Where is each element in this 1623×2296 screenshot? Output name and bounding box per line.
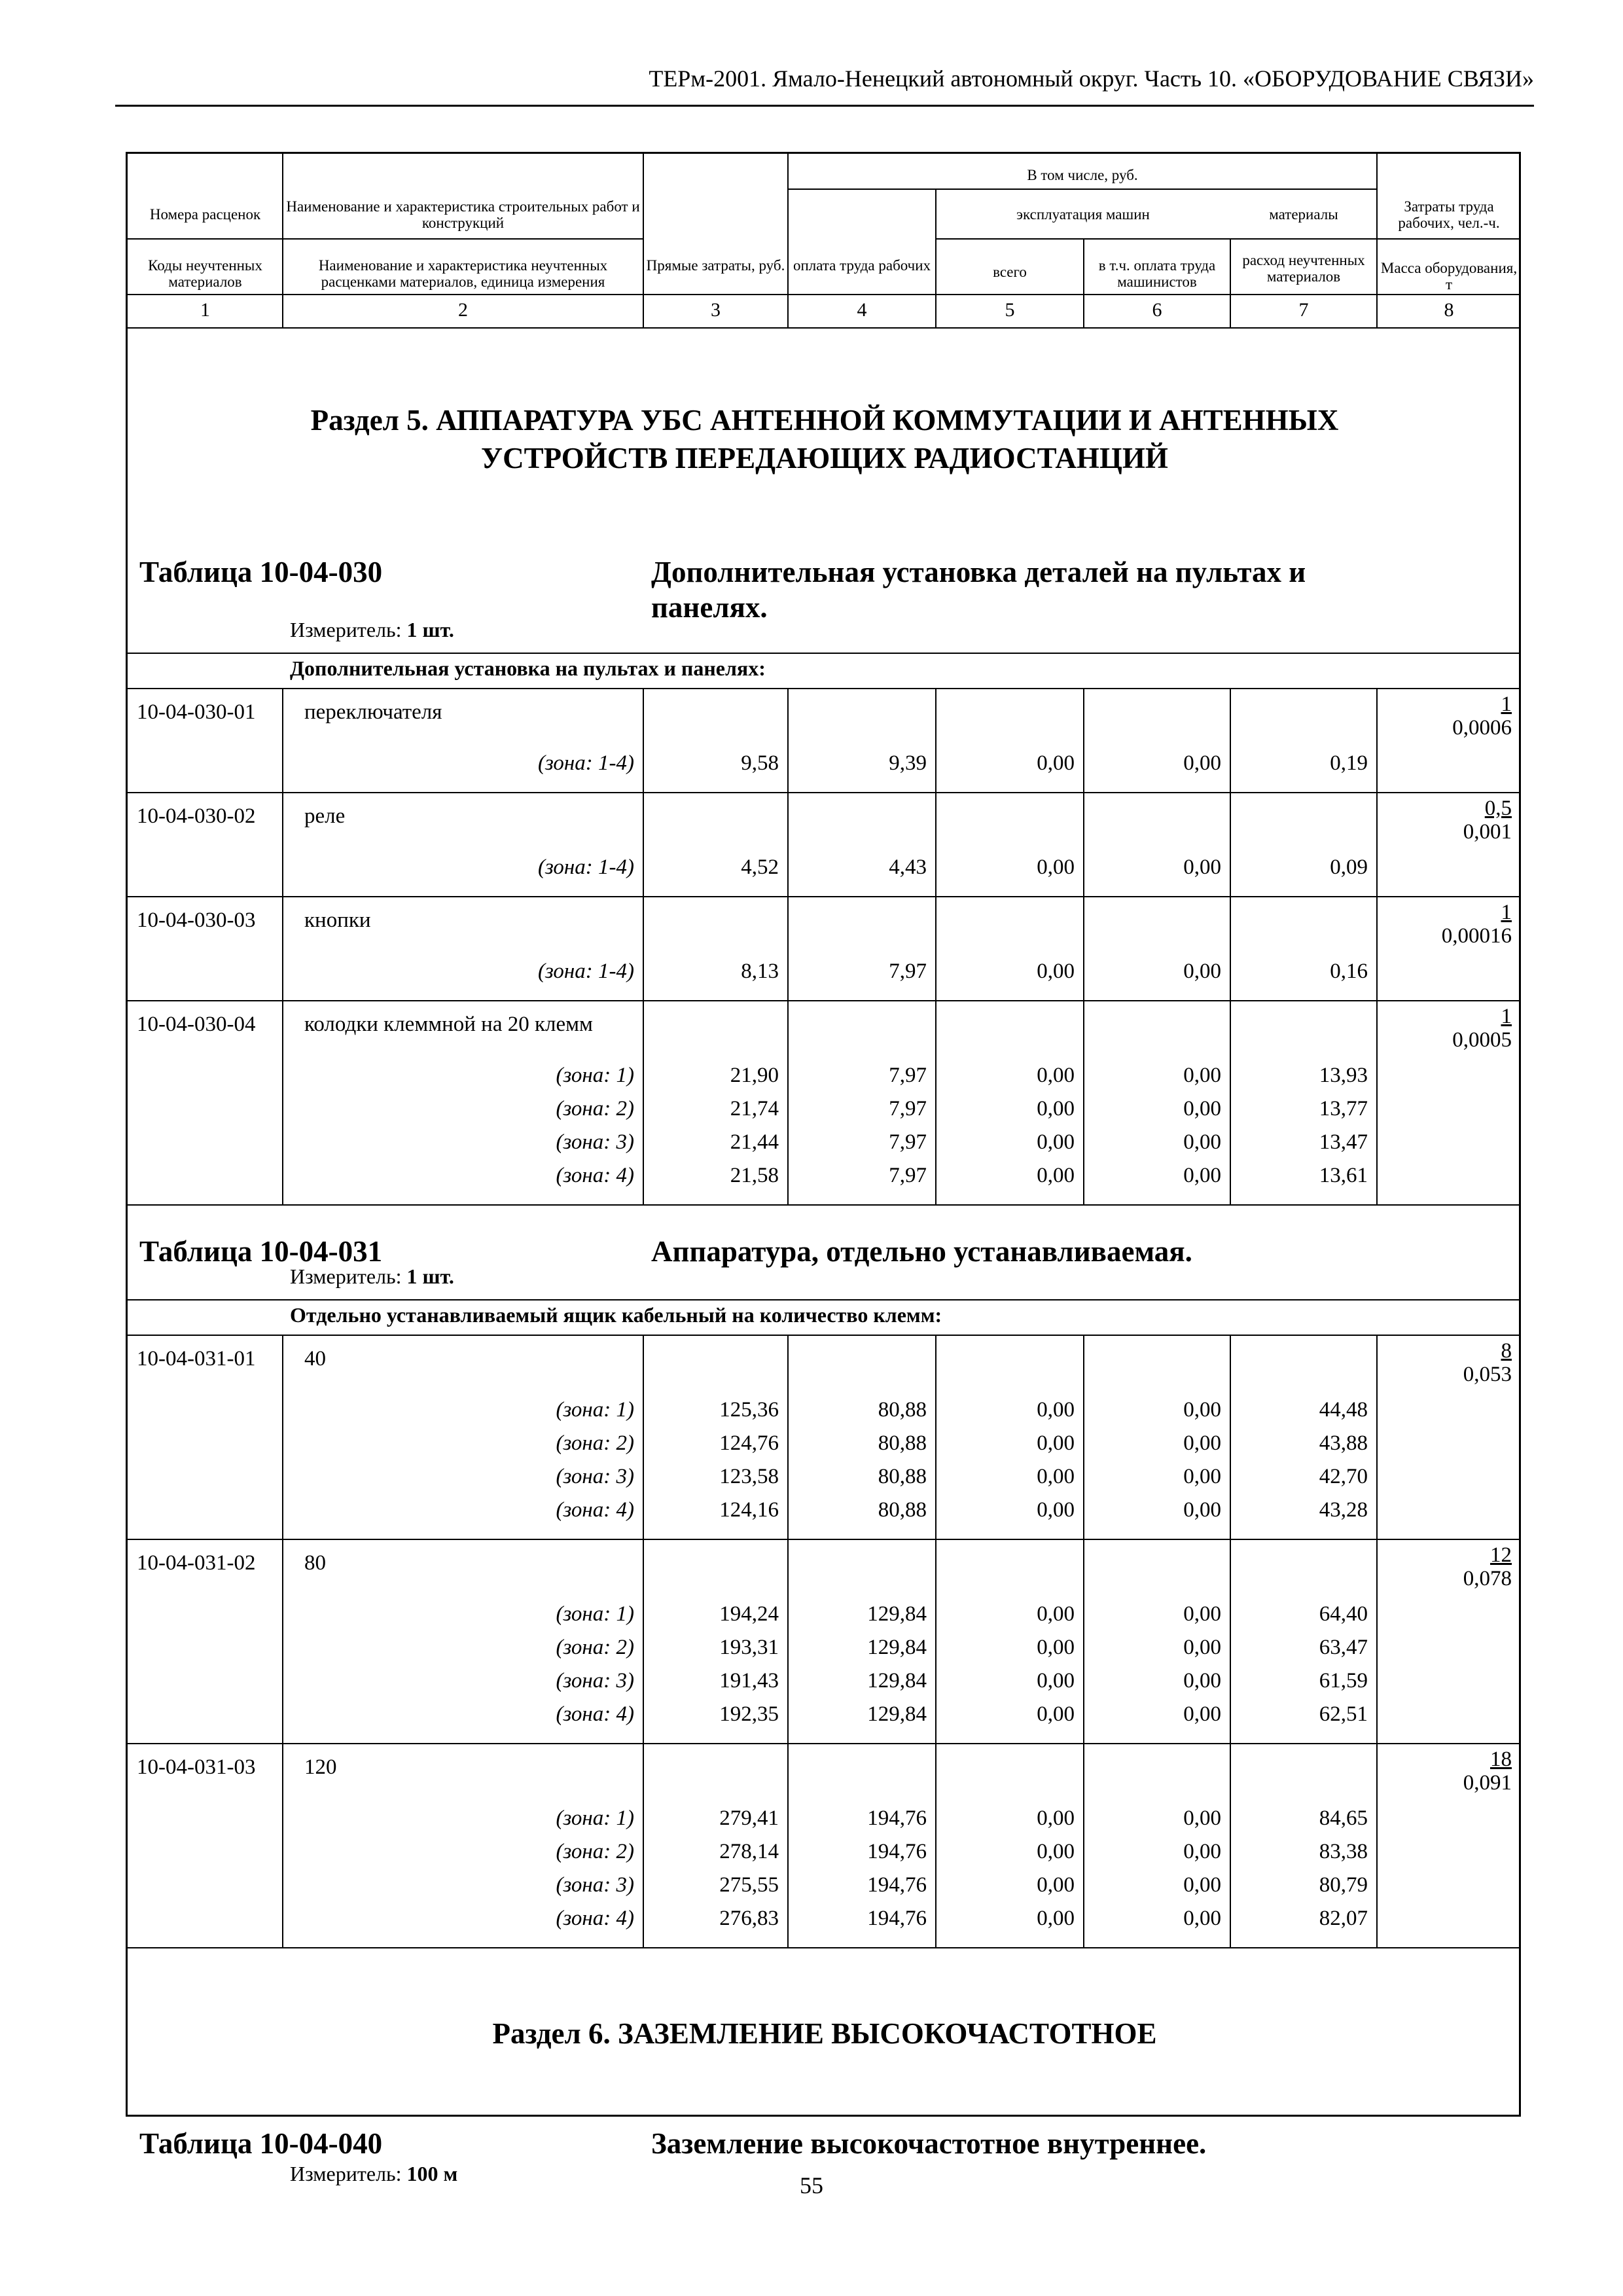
zone-label: (зона: 1-4) [537,855,634,879]
header-col8-bottom: Масса оборудования, т [1380,260,1518,293]
rate-code: 10-04-031-01 [137,1347,256,1371]
machine-operators-wage: 0,00 [1183,1669,1221,1693]
labor-hours: 1 [1501,692,1512,716]
machines-total: 0,00 [1037,1398,1075,1422]
materials-cost: 0,19 [1330,751,1368,775]
zone-label: (зона: 3) [556,1130,634,1154]
labor-wage: 7,97 [889,1097,927,1121]
header-col-number: 8 [1444,299,1454,321]
section-title: Раздел 5. АППАРАТУРА УБС АНТЕННОЙ КОММУТАЦИИ И АНТЕННЫХ УСТРОЙСТВ ПЕРЕДАЮЩИХ РАДИОСТАНЦИЙ [310,404,1339,475]
direct-cost: 275,55 [719,1873,779,1897]
labor-wage: 129,84 [867,1669,927,1693]
header-incl: В том числе, руб. [1027,167,1138,183]
direct-cost: 279,41 [719,1806,779,1830]
table-description: Аппаратура, отдельно устанавливаемая. [651,1235,1192,1268]
direct-cost: 193,31 [719,1636,779,1659]
machines-total: 0,00 [1037,1602,1075,1626]
materials-cost: 0,16 [1330,960,1368,983]
machine-operators-wage: 0,00 [1183,855,1221,879]
machine-operators-wage: 0,00 [1183,1465,1221,1488]
header-col5: всего [993,264,1027,280]
zone-label: (зона: 1-4) [537,960,634,983]
labor-wage: 80,88 [878,1465,927,1488]
header-col-number: 5 [1005,299,1015,321]
header-col-number: 2 [458,299,468,321]
materials-cost: 42,70 [1319,1465,1368,1488]
machines-total: 0,00 [1037,1097,1075,1121]
header-machines: эксплуатация машин [1016,206,1150,223]
header-col-number: 1 [200,299,210,321]
zone-label: (зона: 2) [556,1431,634,1455]
labor-wage: 80,88 [878,1398,927,1422]
direct-cost: 125,36 [719,1398,779,1422]
measure-label: Измеритель: [290,1265,407,1288]
machine-operators-wage: 0,00 [1183,1498,1221,1522]
labor-wage: 129,84 [867,1602,927,1626]
machines-total: 0,00 [1037,1806,1075,1830]
table-measure [290,619,454,641]
machine-operators-wage: 0,00 [1183,1806,1221,1830]
direct-cost: 9,58 [741,751,779,775]
header-col3: Прямые затраты, руб. [646,257,785,274]
equipment-mass: 0,078 [1463,1567,1512,1591]
labor-hours: 12 [1490,1543,1512,1567]
equipment-mass: 0,001 [1463,820,1512,844]
labor-wage: 194,76 [867,1806,927,1830]
header-col8-top: Затраты труда рабочих, чел.-ч. [1398,198,1500,232]
materials-cost: 83,38 [1319,1840,1368,1863]
labor-wage: 80,88 [878,1498,927,1522]
machines-total: 0,00 [1037,1431,1075,1455]
materials-cost: 63,47 [1319,1636,1368,1659]
rate-code: 10-04-031-03 [137,1755,256,1779]
measure-label: Измеритель: [290,2162,407,2185]
machines-total: 0,00 [1037,1636,1075,1659]
materials-cost: 80,79 [1319,1873,1368,1897]
header-col-number: 3 [711,299,721,321]
zone-label: (зона: 1) [556,1806,634,1830]
direct-cost: 4,52 [741,855,779,879]
labor-wage: 9,39 [889,751,927,775]
machines-total: 0,00 [1037,1907,1075,1930]
materials-cost: 61,59 [1319,1669,1368,1693]
equipment-mass: 0,091 [1463,1771,1512,1795]
rate-code: 10-04-030-04 [137,1013,256,1036]
direct-cost: 21,90 [730,1064,779,1087]
machines-total: 0,00 [1037,1873,1075,1897]
header-col-number: 6 [1152,299,1162,321]
direct-cost: 194,24 [719,1602,779,1626]
labor-hours: 8 [1501,1339,1512,1363]
machine-operators-wage: 0,00 [1183,1431,1221,1455]
work-name: колодки клеммной на 20 клемм [304,1013,593,1036]
materials-cost: 0,09 [1330,855,1368,879]
header-col1-top: Номера расценок [149,206,261,223]
direct-cost: 191,43 [719,1669,779,1693]
direct-cost: 124,76 [719,1431,779,1455]
machine-operators-wage: 0,00 [1183,960,1221,983]
measure-value: 1 шт. [406,1265,454,1288]
labor-wage: 7,97 [889,960,927,983]
price-table [126,152,1521,2185]
labor-hours: 18 [1490,1748,1512,1771]
direct-cost: 124,16 [719,1498,779,1522]
materials-cost: 43,28 [1319,1498,1368,1522]
direct-cost: 21,74 [730,1097,779,1121]
running-head: ТЕРм-2001. Ямало-Ненецкий автономный округ. Часть 10. «ОБОРУДОВАНИЕ СВЯЗИ» [649,65,1534,92]
group-heading: Дополнительная установка на пультах и панелях: [290,656,766,680]
equipment-mass: 0,00016 [1441,924,1512,948]
header-col4: оплата труда рабочих [793,257,931,274]
machines-total: 0,00 [1037,1164,1075,1187]
rate-code: 10-04-030-02 [137,804,256,828]
table-description: Заземление высокочастотное внутреннее. [651,2127,1207,2160]
machine-operators-wage: 0,00 [1183,1907,1221,1930]
work-name: кнопки [304,908,371,932]
machines-total: 0,00 [1037,1669,1075,1693]
machine-operators-wage: 0,00 [1183,1602,1221,1626]
materials-cost: 82,07 [1319,1907,1368,1930]
machine-operators-wage: 0,00 [1183,1064,1221,1087]
header-col-number: 4 [857,299,867,321]
header-col-number: 7 [1298,299,1309,321]
direct-cost: 21,44 [730,1130,779,1154]
table-measure [290,1265,454,1288]
labor-mass [1380,1339,1512,1387]
zone-label: (зона: 4) [556,1164,634,1187]
work-name: переключателя [304,700,442,724]
labor-mass [1380,692,1512,740]
zone-label: (зона: 1-4) [537,751,634,775]
labor-wage: 194,76 [867,1840,927,1863]
labor-wage: 7,97 [889,1164,927,1187]
machines-total: 0,00 [1037,1130,1075,1154]
rate-code: 10-04-031-02 [137,1551,256,1575]
zone-label: (зона: 4) [556,1702,634,1726]
measure-value: 1 шт. [406,618,454,641]
table-title: Таблица 10-04-030 [139,556,383,588]
labor-wage: 194,76 [867,1907,927,1930]
zone-label: (зона: 2) [556,1840,634,1863]
table-description: Дополнительная установка деталей на пультах и панелях. [651,556,1306,624]
work-name: 40 [304,1347,326,1371]
work-name: реле [304,804,346,828]
materials-cost: 43,88 [1319,1431,1368,1455]
labor-wage: 194,76 [867,1873,927,1897]
table-title: Таблица 10-04-031 [139,1235,383,1268]
labor-mass [1380,797,1512,844]
labor-wage: 4,43 [889,855,927,879]
page-number: 55 [800,2172,823,2198]
materials-cost: 13,61 [1319,1164,1368,1187]
zone-label: (зона: 2) [556,1097,634,1121]
header-col7: расход неучтенных материалов [1242,252,1365,285]
zone-label: (зона: 3) [556,1465,634,1488]
machines-total: 0,00 [1037,1064,1075,1087]
group-heading: Отдельно устанавливаемый ящик кабельный на количество клемм: [290,1303,942,1327]
zone-label: (зона: 1) [556,1064,634,1087]
direct-cost: 8,13 [741,960,779,983]
labor-mass [1380,1748,1512,1795]
materials-cost: 44,48 [1319,1398,1368,1422]
labor-wage: 129,84 [867,1702,927,1726]
machines-total: 0,00 [1037,751,1075,775]
direct-cost: 123,58 [719,1465,779,1488]
rate-code: 10-04-030-03 [137,908,256,932]
machine-operators-wage: 0,00 [1183,1398,1221,1422]
equipment-mass: 0,0006 [1452,716,1512,740]
rate-code: 10-04-030-01 [137,700,256,724]
machine-operators-wage: 0,00 [1183,1873,1221,1897]
labor-wage: 129,84 [867,1636,927,1659]
direct-cost: 21,58 [730,1164,779,1187]
equipment-mass: 0,053 [1463,1363,1512,1387]
materials-cost: 13,47 [1319,1130,1368,1154]
machine-operators-wage: 0,00 [1183,1164,1221,1187]
zone-label: (зона: 4) [556,1907,634,1930]
zone-label: (зона: 1) [556,1602,634,1626]
machine-operators-wage: 0,00 [1183,1702,1221,1726]
materials-cost: 13,77 [1319,1097,1368,1121]
zone-label: (зона: 3) [556,1873,634,1897]
direct-cost: 192,35 [719,1702,779,1726]
header-col6: в т.ч. оплата труда машинистов [1098,257,1216,291]
labor-wage: 7,97 [889,1064,927,1087]
measure-value: 100 м [406,2162,458,2185]
header-col1-bottom: Коды неучтенных материалов [148,257,262,291]
labor-hours: 1 [1501,1005,1512,1028]
machine-operators-wage: 0,00 [1183,1840,1221,1863]
labor-wage: 80,88 [878,1431,927,1455]
materials-cost: 62,51 [1319,1702,1368,1726]
header-col2-top: Наименование и характеристика строительных работ и конструкций [286,198,640,232]
machines-total: 0,00 [1037,1840,1075,1863]
table-title: Таблица 10-04-040 [139,2127,383,2160]
zone-label: (зона: 4) [556,1498,634,1522]
machine-operators-wage: 0,00 [1183,751,1221,775]
direct-cost: 278,14 [719,1840,779,1863]
measure-label: Измеритель: [290,618,407,641]
machine-operators-wage: 0,00 [1183,1130,1221,1154]
machines-total: 0,00 [1037,1498,1075,1522]
zone-label: (зона: 1) [556,1398,634,1422]
section-title: Раздел 6. ЗАЗЕМЛЕНИЕ ВЫСОКОЧАСТОТНОЕ [492,2017,1157,2050]
machine-operators-wage: 0,00 [1183,1097,1221,1121]
machines-total: 0,00 [1037,1465,1075,1488]
labor-mass [1380,1005,1512,1052]
header-rule [115,105,1534,107]
equipment-mass: 0,0005 [1452,1028,1512,1052]
machine-operators-wage: 0,00 [1183,1636,1221,1659]
direct-cost: 276,83 [719,1907,779,1930]
materials-cost: 64,40 [1319,1602,1368,1626]
labor-mass [1380,901,1512,948]
zone-label: (зона: 3) [556,1669,634,1693]
labor-hours: 0,5 [1484,797,1512,820]
machines-total: 0,00 [1037,1702,1075,1726]
labor-mass [1380,1543,1512,1591]
labor-wage: 7,97 [889,1130,927,1154]
work-name: 120 [304,1755,337,1779]
machines-total: 0,00 [1037,855,1075,879]
materials-cost: 84,65 [1319,1806,1368,1830]
materials-cost: 13,93 [1319,1064,1368,1087]
zone-label: (зона: 2) [556,1636,634,1659]
header-col2-bottom: Наименование и характеристика неучтенных расценками материалов, единица измерения [318,257,608,291]
labor-hours: 1 [1501,901,1512,924]
work-name: 80 [304,1551,326,1575]
header-materials: материалы [1269,206,1338,223]
machines-total: 0,00 [1037,960,1075,983]
